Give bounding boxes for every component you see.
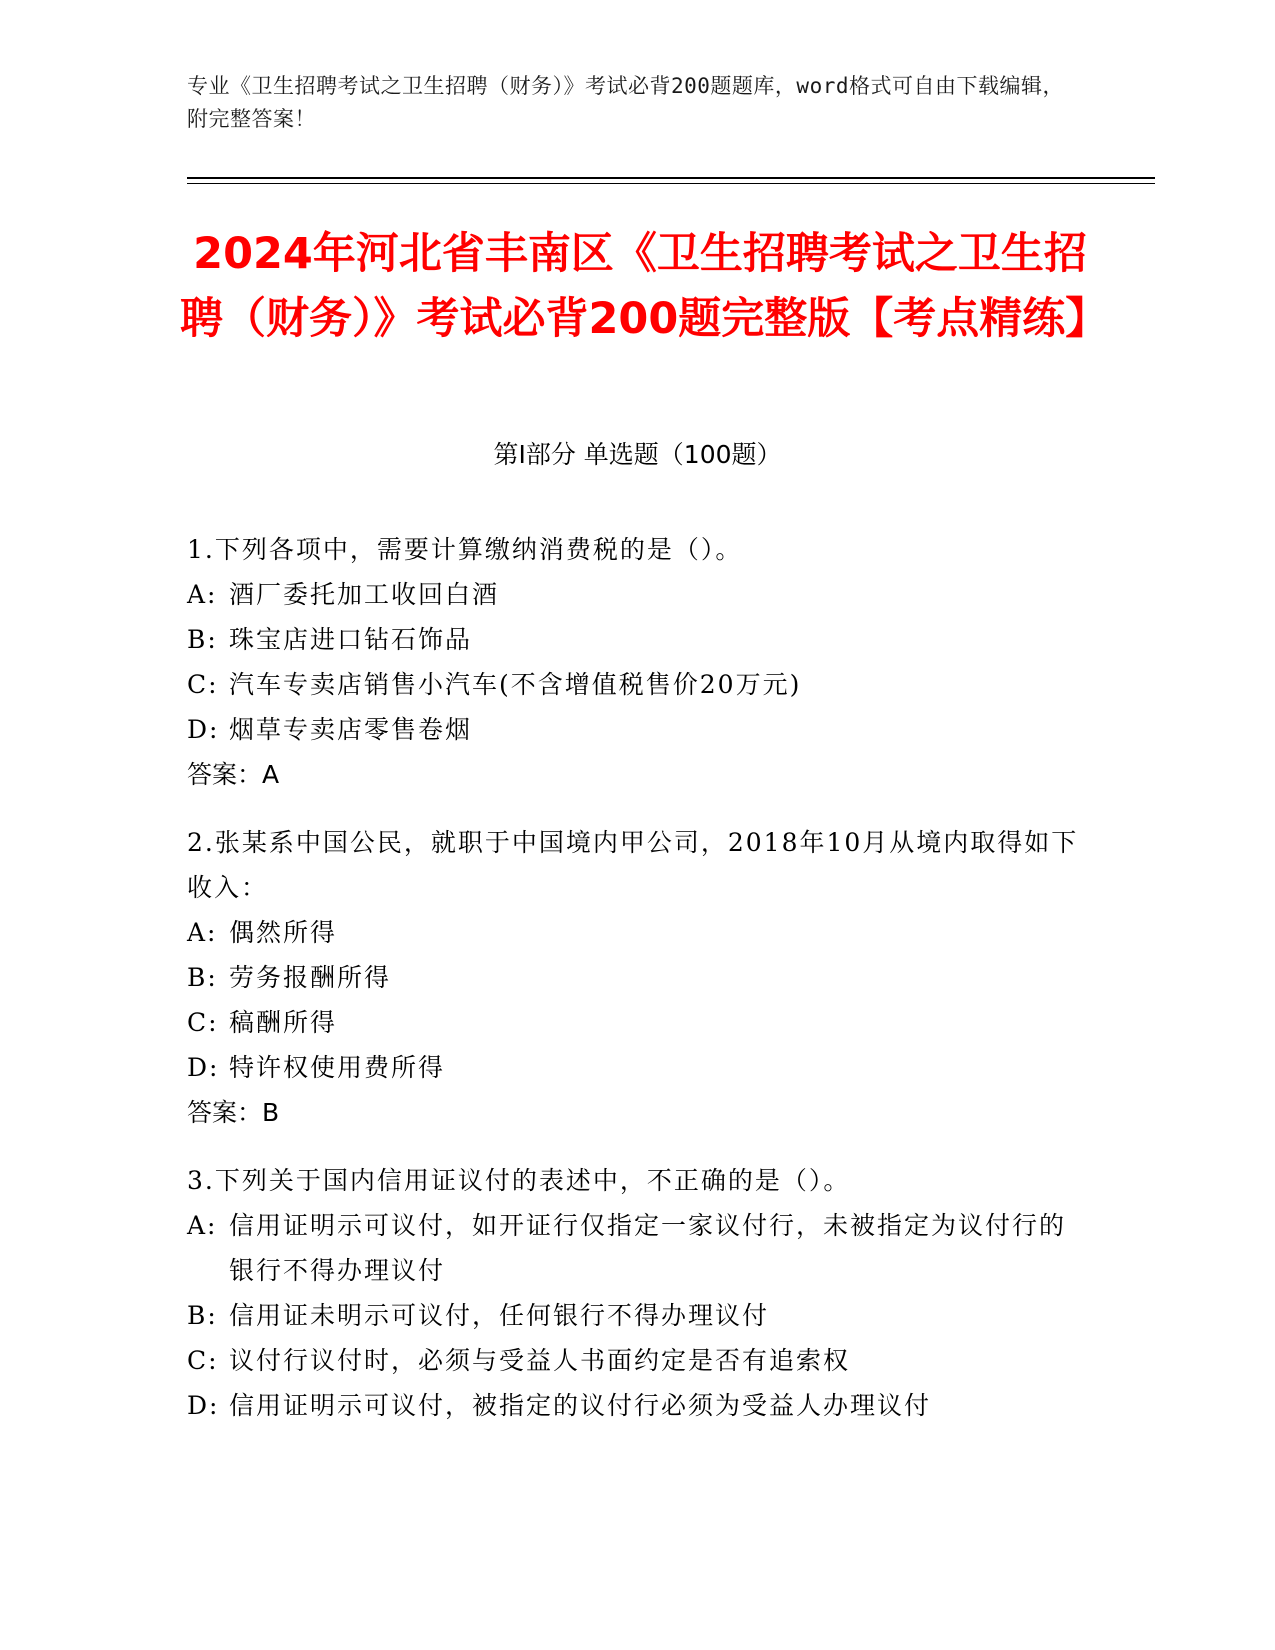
option-text: 劳务报酬所得 <box>229 963 392 992</box>
option-text: 特许权使用费所得 <box>229 1053 446 1082</box>
option-key: A: <box>187 918 218 947</box>
option-key: D: <box>187 1053 220 1082</box>
option-text: 信用证明示可议付，如开证行仅指定一家议付行，未被指定为议付行的银行不得办理议付 <box>229 1211 1067 1285</box>
option-key: B: <box>187 625 218 654</box>
section-heading: 第I部分 单选题（100题） <box>493 440 782 469</box>
option-text: 汽车专卖店销售小汽车(不含增值税售价20万元) <box>229 670 802 699</box>
header-divider-thin <box>187 183 1155 184</box>
option-text: 信用证明示可议付，被指定的议付行必须为受益人办理议付 <box>229 1391 932 1420</box>
question-1 <box>187 527 1087 797</box>
answer-line: 答案：A <box>187 760 280 789</box>
option-key: D: <box>187 715 220 744</box>
option-text: 稿酬所得 <box>229 1008 338 1037</box>
option-b <box>187 617 1087 662</box>
option-text: 酒厂委托加工收回白酒 <box>229 580 500 609</box>
option-c <box>187 1000 1087 1045</box>
document-title: 2024年河北省丰南区《卫生招聘考试之卫生招聘（财务）》考试必背200题完整版【考点精练】 <box>180 229 1109 344</box>
option-a <box>187 910 1087 955</box>
option-text: 信用证未明示可议付，任何银行不得办理议付 <box>229 1301 770 1330</box>
option-c <box>187 1338 1087 1383</box>
question-list <box>187 527 1087 1451</box>
option-text: 议付行议付时，必须与受益人书面约定是否有追索权 <box>229 1346 851 1375</box>
question-2 <box>187 820 1087 1135</box>
option-a <box>187 572 1087 617</box>
header-note: 专业《卫生招聘考试之卫生招聘（财务）》考试必背200题题库，word格式可自由下载编辑，附完整答案！ <box>187 74 1064 131</box>
option-d <box>187 707 1087 752</box>
header-divider-thick <box>187 177 1155 179</box>
option-key: A: <box>187 1211 218 1240</box>
option-text: 烟草专卖店零售卷烟 <box>229 715 473 744</box>
question-stem: 2.张某系中国公民，就职于中国境内甲公司，2018年10月从境内取得如下收入： <box>187 828 1079 902</box>
question-stem: 1.下列各项中，需要计算缴纳消费税的是（）。 <box>187 535 743 564</box>
option-key: B: <box>187 1301 218 1330</box>
option-b <box>187 1293 1087 1338</box>
question-3 <box>187 1158 1087 1428</box>
option-key: C: <box>187 1346 219 1375</box>
answer-line: 答案：B <box>187 1098 280 1127</box>
option-key: B: <box>187 963 218 992</box>
option-key: C: <box>187 1008 219 1037</box>
option-c <box>187 662 1087 707</box>
option-text: 偶然所得 <box>229 918 338 947</box>
option-a <box>187 1203 1087 1293</box>
option-d <box>187 1383 1087 1428</box>
option-d <box>187 1045 1087 1090</box>
question-stem: 3.下列关于国内信用证议付的表述中，不正确的是（）。 <box>187 1166 851 1195</box>
option-text: 珠宝店进口钻石饰品 <box>229 625 473 654</box>
option-key: C: <box>187 670 219 699</box>
option-key: A: <box>187 580 218 609</box>
option-b <box>187 955 1087 1000</box>
option-key: D: <box>187 1391 220 1420</box>
